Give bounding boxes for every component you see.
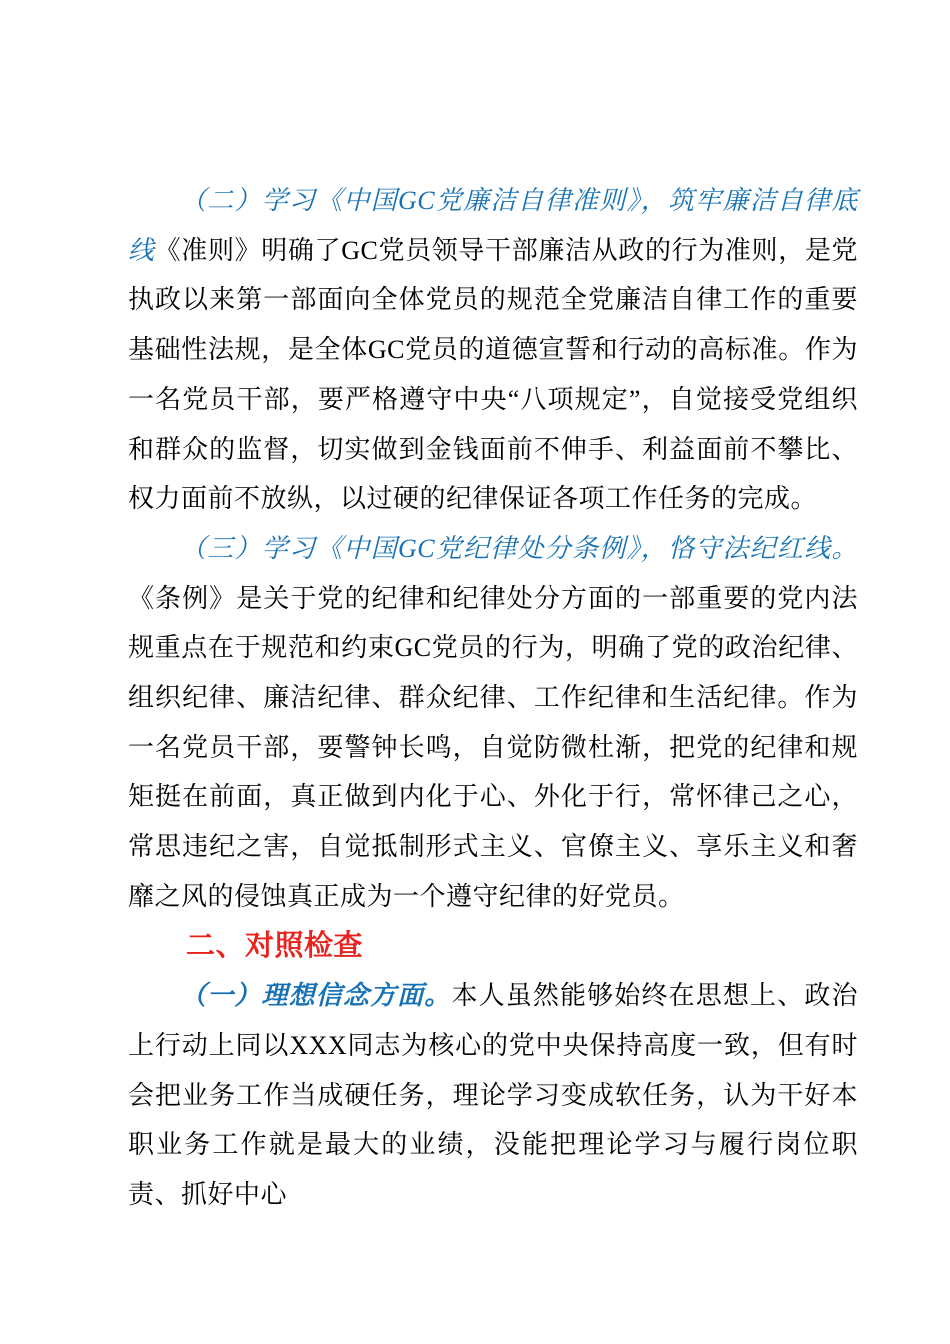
paragraph-ideals-beliefs-body: 本人虽然能够始终在思想上、政治上行动上同以XXX同志为核心的党中央保持高度一致，但有时会把业务工作当成硬任务，理论学习变成软任务，认为干好本职业务工作就是最大的业绩，没能把理论学习与履行岗位职责、抓好中心 [128,981,858,1210]
subheading-2-integrity-rules: （二）学习《中国GC党廉洁自律准则》，筑牢廉洁自律底线 [128,186,858,265]
paragraph-integrity-rules [128,176,858,524]
paragraph-integrity-rules-body: 《准则》明确了GC党员领导干部廉洁从政的行为准则，是党执政以来第一部面向全体党员的规范全党廉洁自律工作的重要基础性法规，是全体GC党员的道德宣誓和行动的高标准。作为一名党员干部，要严格遵守中央“八项规定”，自觉接受党组织和群众的监督，切实做到金钱面前不伸手、利益面前不攀比、权力面前不放纵，以过硬的纪律保证各项工作任务的完成。 [128,235,858,514]
paragraph-ideals-beliefs [128,971,858,1220]
subheading-3-discipline-regulations: （三）学习《中国GC党纪律处分条例》，恪守法纪红线。 [180,533,858,563]
paragraph-discipline-regulations [128,524,858,922]
subheading-1-ideals-beliefs: （一）理想信念方面。 [180,981,452,1011]
paragraph-discipline-regulations-body: 《条例》是关于党的纪律和纪律处分方面的一部重要的党内法规重点在于规范和约束GC党员的行为，明确了党的政治纪律、组织纪律、廉洁纪律、群众纪律、工作纪律和生活纪律。作为一名党员干部，要警钟长鸣，自觉防微杜渐，把党的纪律和规矩挺在前面，真正做到内化于心、外化于行，常怀律己之心，常思违纪之害，自觉抵制形式主义、官僚主义、享乐主义和奢靡之风的侵蚀真正成为一个遵守纪律的好党员。 [128,583,858,911]
section-title-comparison-check: 二、对照检查 [186,929,364,962]
